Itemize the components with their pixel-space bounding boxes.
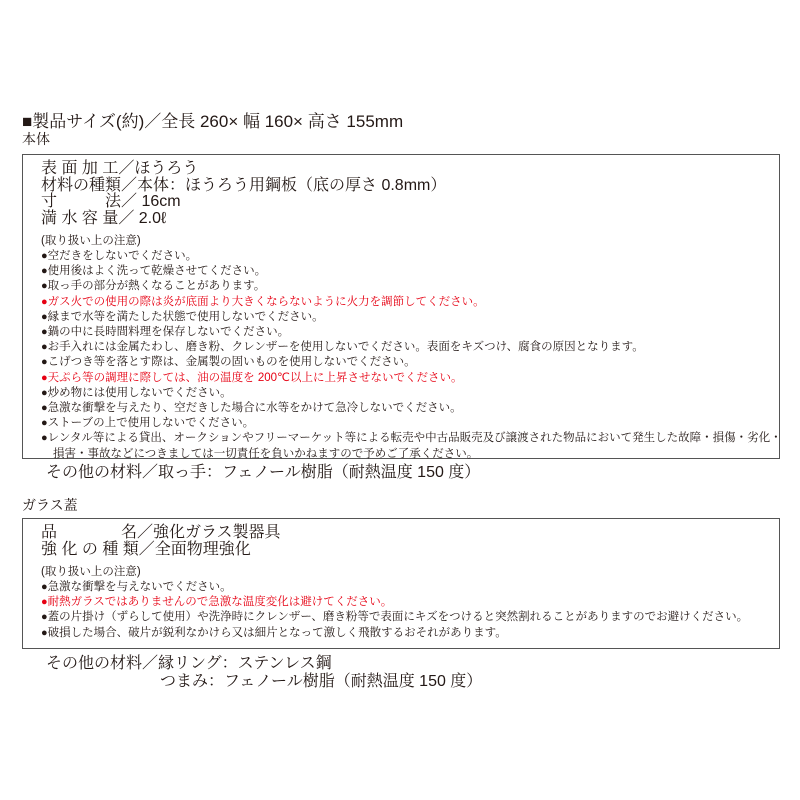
bullet-icon: ●	[41, 250, 48, 262]
note-item	[41, 610, 793, 625]
note-item	[41, 340, 773, 355]
notes-heading: (取り扱い上の注意)	[41, 235, 141, 247]
note-text: 鍋の中に長時間料理を保存しないでください。	[47, 326, 290, 339]
body-notes-list	[41, 249, 782, 462]
bullet-icon: ●	[41, 356, 48, 369]
note-item	[41, 626, 773, 641]
bullet-icon: ●	[41, 265, 48, 278]
note-text: 急激な衝撃を与えたり、空だきした場合に水等をかけて急冷しないでください。	[47, 402, 462, 415]
note-text: こげつき等を落とす際は、金属製の固いものを使用しないでください。	[47, 356, 416, 369]
note-text: 空だきをしないでください。	[47, 250, 198, 262]
warning-note	[41, 595, 773, 610]
bullet-icon: ●	[41, 402, 48, 415]
bullet-icon: ●	[41, 371, 48, 384]
lid-other-materials: その他の材料／縁リング：ステンレス鋼	[46, 655, 332, 672]
spec-line: 寸 法／ 16cm	[41, 193, 181, 210]
note-text: 炒め物には使用しないでください。	[47, 386, 232, 399]
spec-line: 強 化 の 種 類／全面物理強化	[41, 540, 251, 558]
note-item	[41, 431, 793, 461]
note-item	[41, 416, 773, 431]
note-text: お手入れには金属たわし、磨き粉、クレンザーを使用しないでください。表面をキズつけ、腐食の原因となります。	[47, 341, 644, 354]
note-item	[41, 310, 773, 325]
note-item	[41, 264, 773, 279]
note-text: ストーブの上で使用しないでください。	[47, 417, 255, 430]
warning-note	[41, 295, 773, 310]
body-other-materials: その他の材料／取っ手：フェノール樹脂（耐熱温度 150 度）	[46, 464, 481, 481]
bullet-icon: ●	[41, 280, 48, 293]
note-item	[41, 279, 773, 294]
body-spec-box	[22, 154, 780, 459]
spec-line: 表 面 加 工／ほうろう	[41, 160, 199, 177]
note-text: 取っ手の部分が熱くなることがあります。	[47, 280, 266, 293]
spec-line: 品 名／強化ガラス製器具	[41, 524, 281, 541]
product-size-title: ■製品サイズ(約)／全長 260× 幅 160× 高さ 155mm	[22, 112, 404, 131]
note-text: ガス火での使用の際は炎が底面より大きくならないように火力を調節してください。	[47, 295, 485, 308]
note-item	[41, 325, 773, 340]
bullet-icon: ●	[41, 341, 48, 354]
lid-other-materials-knob: つまみ：フェノール樹脂（耐熱温度 150 度）	[160, 673, 483, 690]
lid-section-heading: ガラス蓋	[22, 497, 78, 513]
note-text: 耐熱ガラスではありませんので急激な温度変化は避けてください。	[47, 596, 393, 609]
note-item	[41, 580, 773, 595]
bullet-icon: ●	[41, 295, 48, 308]
note-text: レンタル等による貸出、オークションやフリーマーケット等による転売や中古品販売及び譲渡された物品において発生した故障・損傷・劣化・損害・事故などにつきましては一切責任を負いかねますので予めご了承ください。	[47, 432, 782, 460]
note-text: 急激な衝撃を与えないでください。	[47, 581, 232, 593]
note-item	[41, 249, 773, 264]
bullet-icon: ●	[41, 386, 48, 399]
note-text: 天ぷら等の調理に際しては、油の温度を 200℃以上に上昇させないでください。	[47, 371, 463, 384]
lid-spec-box	[22, 518, 780, 649]
bullet-icon: ●	[41, 326, 48, 339]
bullet-icon: ●	[41, 432, 48, 445]
bullet-icon: ●	[41, 626, 48, 639]
lid-notes-list	[41, 580, 773, 641]
note-text: 使用後はよく洗って乾燥させてください。	[47, 265, 267, 278]
note-text: 破損した場合、破片が鋭利なかけら又は細片となって激しく飛散するおそれがあります。	[47, 626, 507, 639]
body-section-heading: 本体	[22, 131, 50, 147]
spec-line: 満 水 容 量／ 2.0ℓ	[41, 209, 167, 227]
warning-note	[41, 371, 773, 386]
note-item	[41, 355, 773, 370]
spec-line: 材料の種類／本体：ほうろう用鋼板（底の厚さ 0.8mm）	[41, 176, 447, 194]
note-text: 縁まで水等を満たした状態で使用しないでください。	[47, 310, 324, 323]
note-item	[41, 386, 773, 401]
note-text: 蓋の片掛け（ずらして使用）や洗浄時にクレンザー、磨き粉等で表面にキズをつけると突然割れることがありますのでお避けください。	[47, 611, 749, 624]
bullet-icon: ●	[41, 417, 48, 430]
bullet-icon: ●	[41, 611, 48, 624]
notes-heading: (取り扱い上の注意)	[41, 566, 141, 578]
bullet-icon: ●	[41, 596, 48, 609]
note-item	[41, 401, 773, 416]
bullet-icon: ●	[41, 310, 48, 323]
bullet-icon: ●	[41, 581, 48, 593]
